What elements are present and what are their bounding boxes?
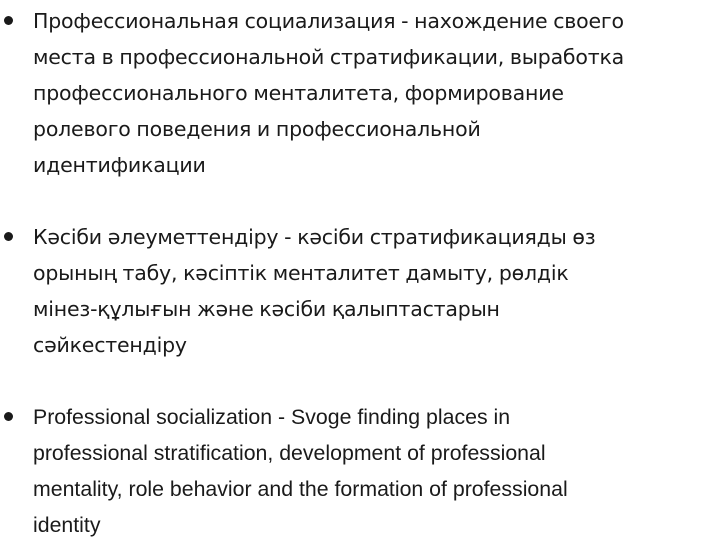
bullet-text: Professional socialization - Svoge finding places in professional stratification, development of professional mentality, role behavior and the formation of professional identity <box>33 405 568 537</box>
bullet-text: Профессиональная социализация - нахождение своего места в профессиональной стратификации, выработка профессионального менталитета, формирование ролевого поведения и профессиональной идентификации <box>33 9 624 177</box>
bullet-dot-icon <box>4 16 13 25</box>
bullet-dot-icon <box>4 232 13 241</box>
bullet-text: Кәсіби әлеуметтендіру - кәсіби стратификацияды өз орының табу, кәсіптік менталитет дамыту, рөлдік мінез-құлығын және кәсіби қалыптастарын сәйкестендіру <box>33 225 596 357</box>
bullet-dot-icon <box>4 412 13 421</box>
